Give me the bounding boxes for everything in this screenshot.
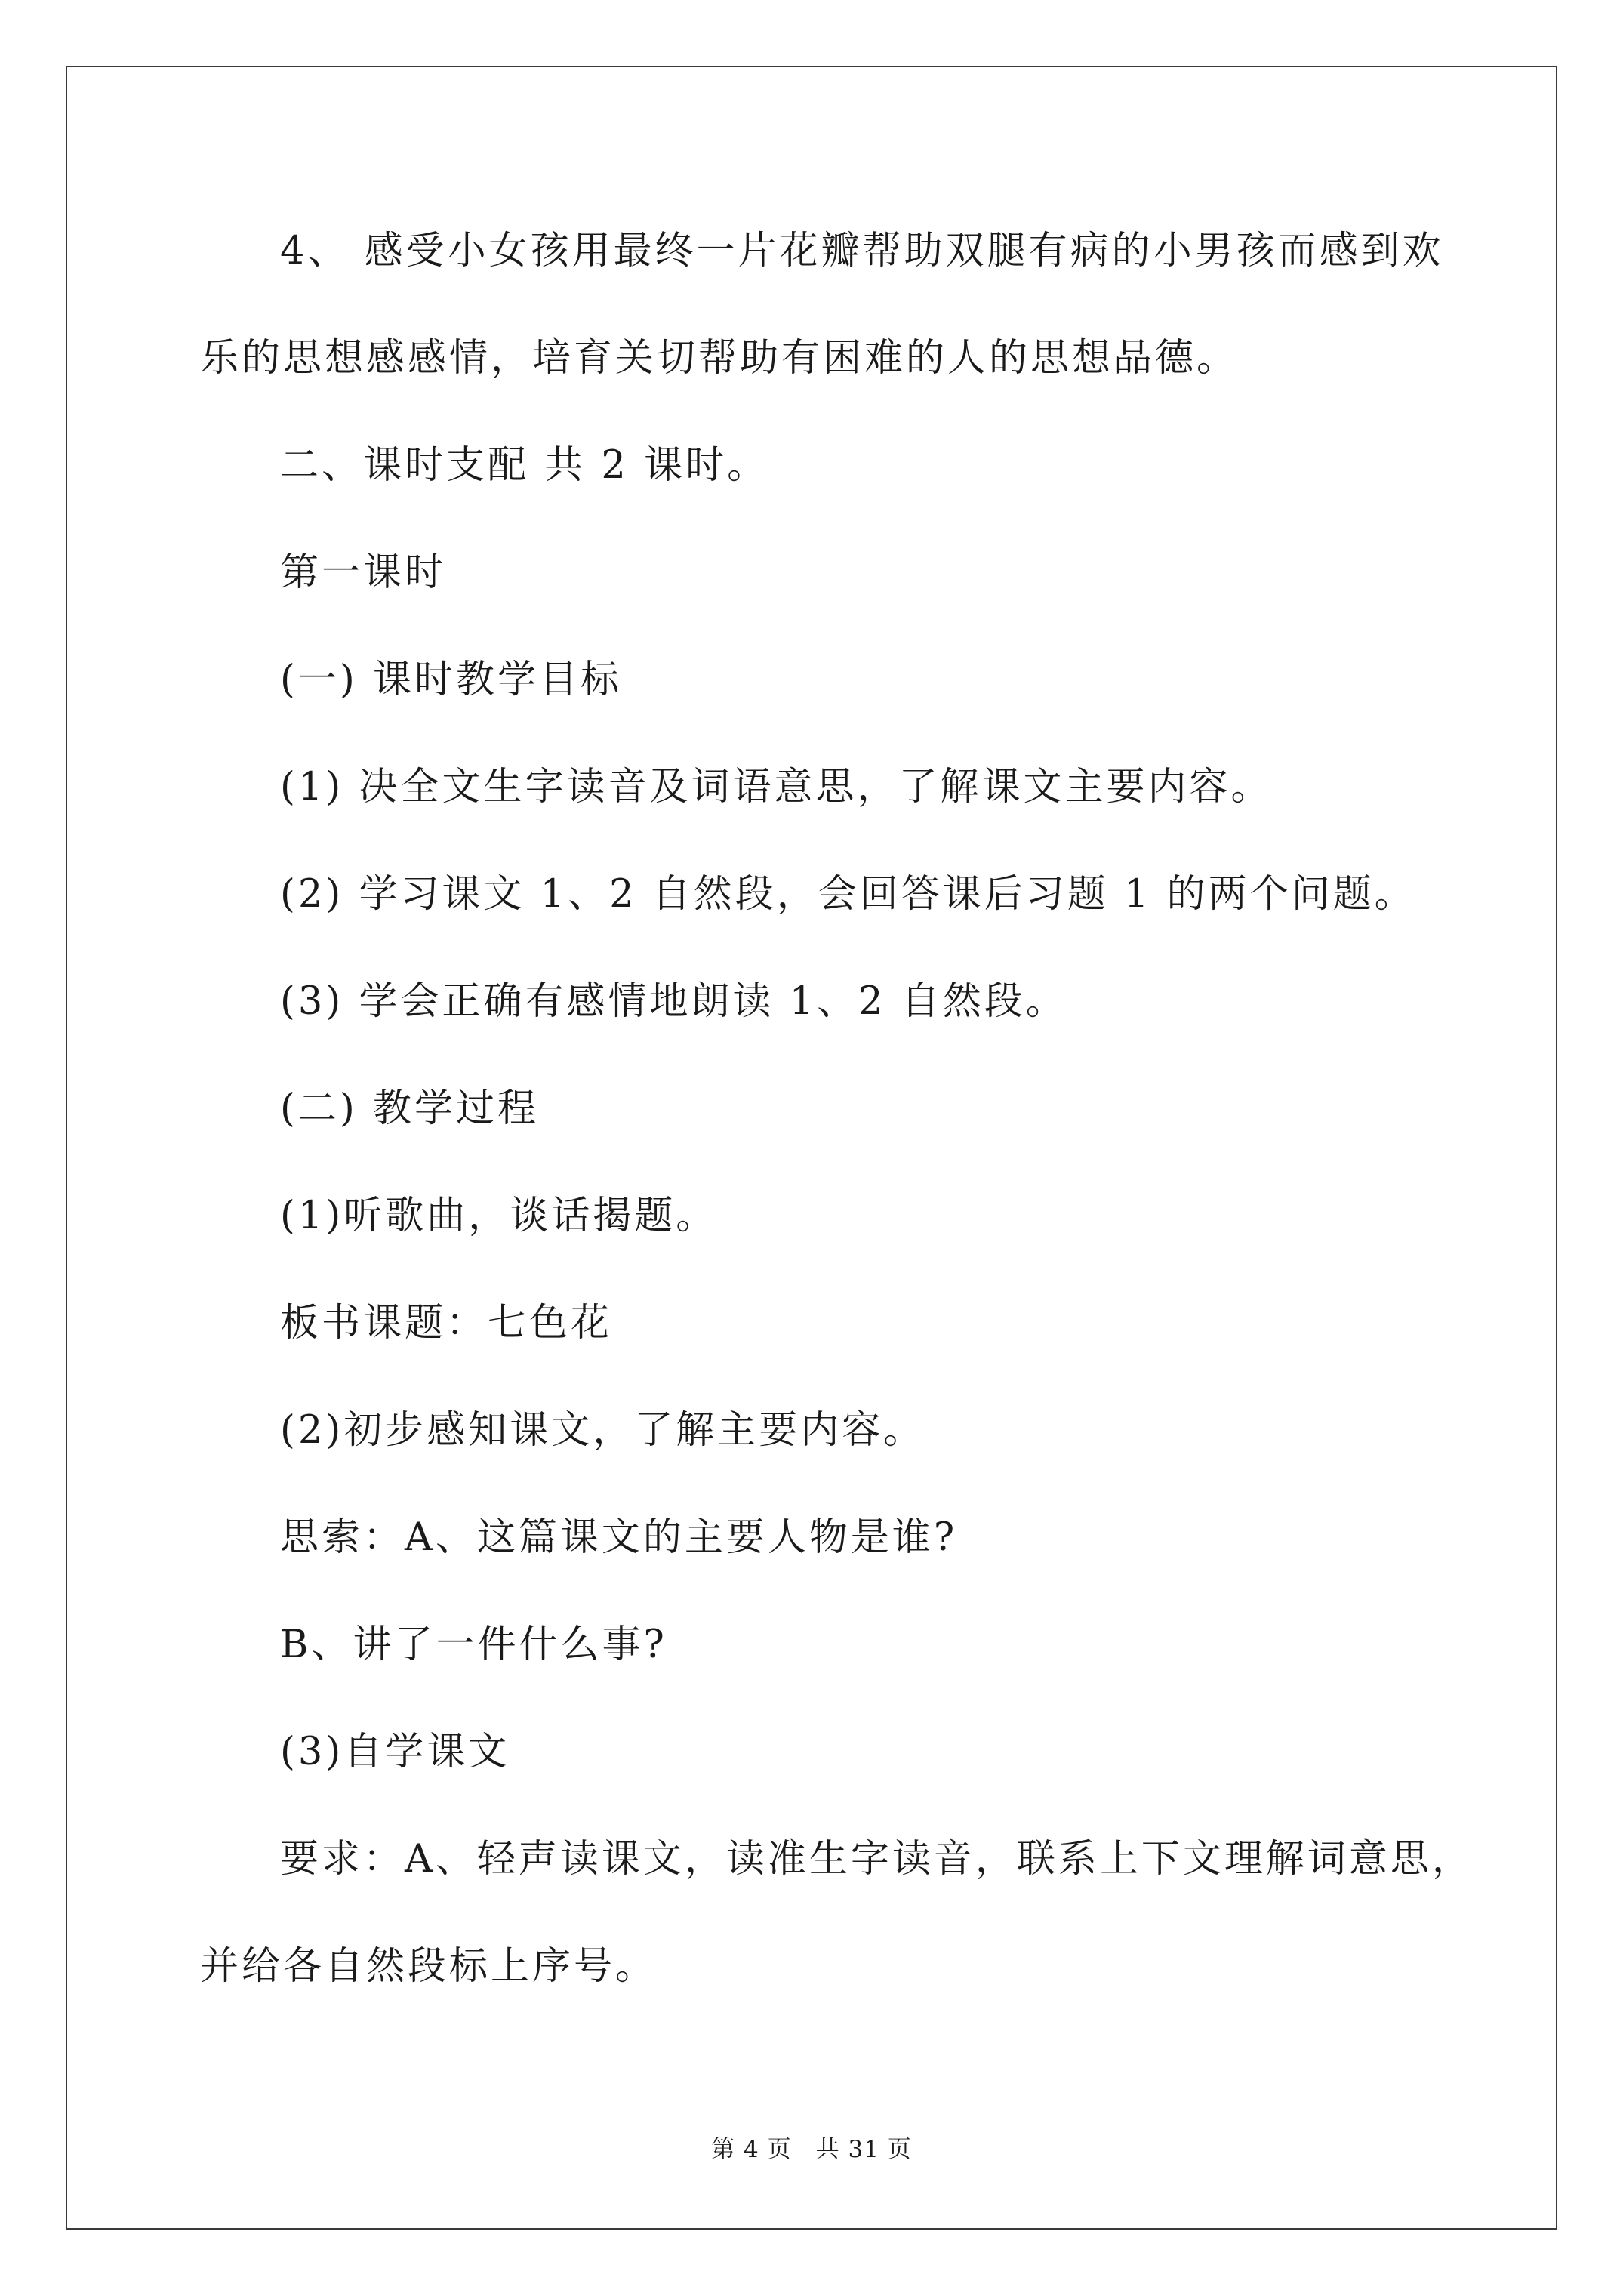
paragraph-line: 4、 感受小女孩用最终一片花瓣帮助双腿有病的小男孩而感到欢 [280, 229, 1444, 273]
list-item: (3)自学课文 [280, 1730, 510, 1774]
paragraph-line: 板书课题：七色花 [280, 1301, 613, 1345]
paragraph-line: 要求：A、轻声读课文，读准生字读音，联系上下文理解词意思， [280, 1837, 1474, 1881]
paragraph-line: 并给各自然段标上序号。 [200, 1944, 658, 1989]
list-item: (2)初步感知课文，了解主要内容。 [280, 1408, 925, 1453]
page-number-footer: 第 4 页 共 31 页 [711, 2136, 912, 2163]
paragraph-line: 乐的思想感感情，培育关切帮助有困难的人的思想品德。 [200, 336, 1239, 381]
section-heading: 二、课时支配 共 2 课时。 [280, 443, 769, 488]
list-item: (3) 学会正确有感情地朗读 1、2 自然段。 [280, 979, 1067, 1024]
list-item: (2) 学习课文 1、2 自然段，会回答课后习题 1 的两个问题。 [280, 872, 1416, 917]
subsection-heading: (二) 教学过程 [280, 1086, 540, 1131]
paragraph-line: B、讲了一件什么事? [280, 1623, 667, 1667]
paragraph-line: 思索：A、这篇课文的主要人物是谁? [280, 1515, 958, 1560]
lesson-title: 第一课时 [280, 550, 447, 595]
list-item: (1) 决全文生字读音及词语意思，了解课文主要内容。 [280, 765, 1273, 809]
subsection-heading: (一) 课时教学目标 [280, 658, 623, 702]
page-border [66, 66, 1557, 2230]
list-item: (1)听歌曲，谈话揭题。 [280, 1194, 718, 1238]
